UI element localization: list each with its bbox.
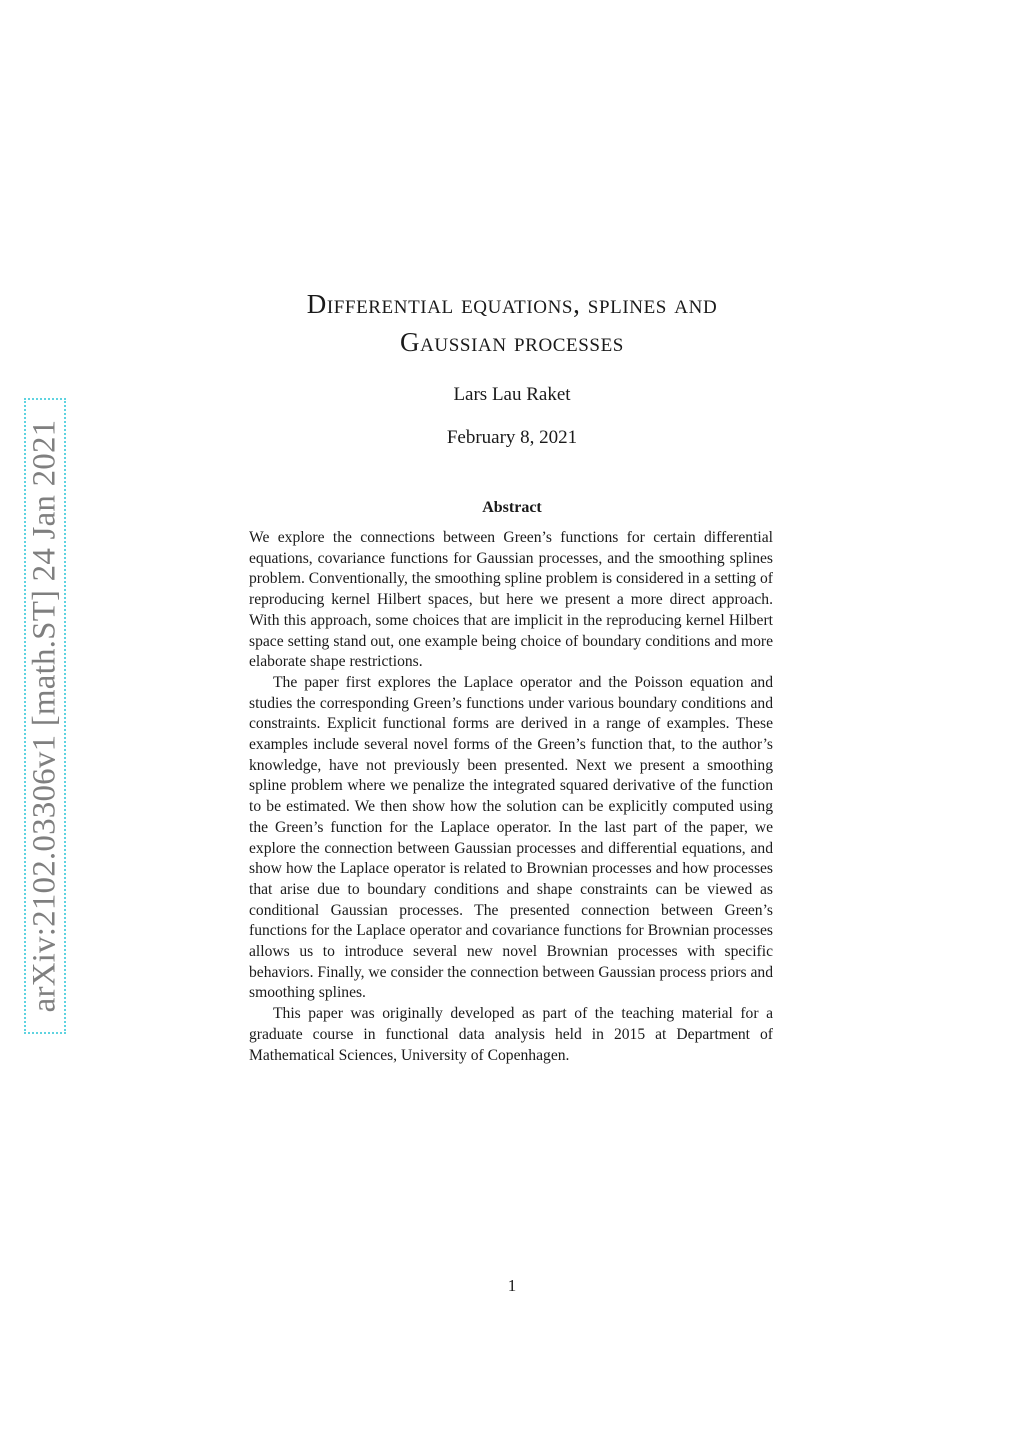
arxiv-stamp bbox=[24, 398, 66, 1034]
page-number: 1 bbox=[507, 1276, 517, 1295]
publication-date: February 8, 2021 bbox=[446, 427, 578, 448]
abstract-paragraph-3: This paper was originally developed as part of the teaching material for a graduate course in functional data analysis held in 2015 at Department of Mathematical Sciences, University of Copenhagen. bbox=[249, 1005, 773, 1064]
arxiv-identifier: arXiv:2102.03306v1 [math.ST] 24 Jan 2021 bbox=[26, 419, 63, 1013]
paper-title-line-2: Gaussian processes bbox=[400, 327, 624, 357]
paper-title bbox=[200, 285, 824, 361]
abstract-paragraph-2: The paper first explores the Laplace operator and the Poisson equation and studies the corresponding Green’s functions under various boundary conditions and constraints. Explicit functional forms are derived in a range of examples. These examples include several novel forms of the Green’s function that, to the author’s knowledge, have not previously been presented. Next we present a smoothing spline problem where we penalize the integrated squared derivative of the function to be estimated. We then show how the solution can be explicitly computed using the Green’s function for the Laplace operator. In the last part of the paper, we explore the connection between Gaussian processes and differential equations, and show how the Laplace operator is related to Brownian processes and how processes that arise due to boundary conditions and shape constraints can be viewed as conditional Gaussian processes. The presented connection between Green’s functions for the Laplace operator and covariance functions for Brownian processes allows us to introduce several new novel Brownian processes with specific behaviors. Finally, we consider the connection between Gaussian process priors and smoothing splines. bbox=[249, 673, 773, 1002]
abstract-heading: Abstract bbox=[482, 499, 542, 516]
author-name: Lars Lau Raket bbox=[453, 384, 571, 405]
abstract-paragraph-1: We explore the connections between Green’s functions for certain differential equations, covariance functions for Gaussian processes, and the smoothing splines problem. Conventionally, the smoothing spline problem is considered in a setting of reproducing kernel Hilbert spaces, but here we present a more direct approach. With this approach, some choices that are implicit in the reproducing kernel Hilbert space setting stand out, one example being choice of boundary conditions and more elaborate shape restrictions. bbox=[249, 529, 773, 671]
paper-title-line-1: Differential equations, splines and bbox=[306, 289, 718, 319]
abstract-body bbox=[249, 528, 773, 1066]
